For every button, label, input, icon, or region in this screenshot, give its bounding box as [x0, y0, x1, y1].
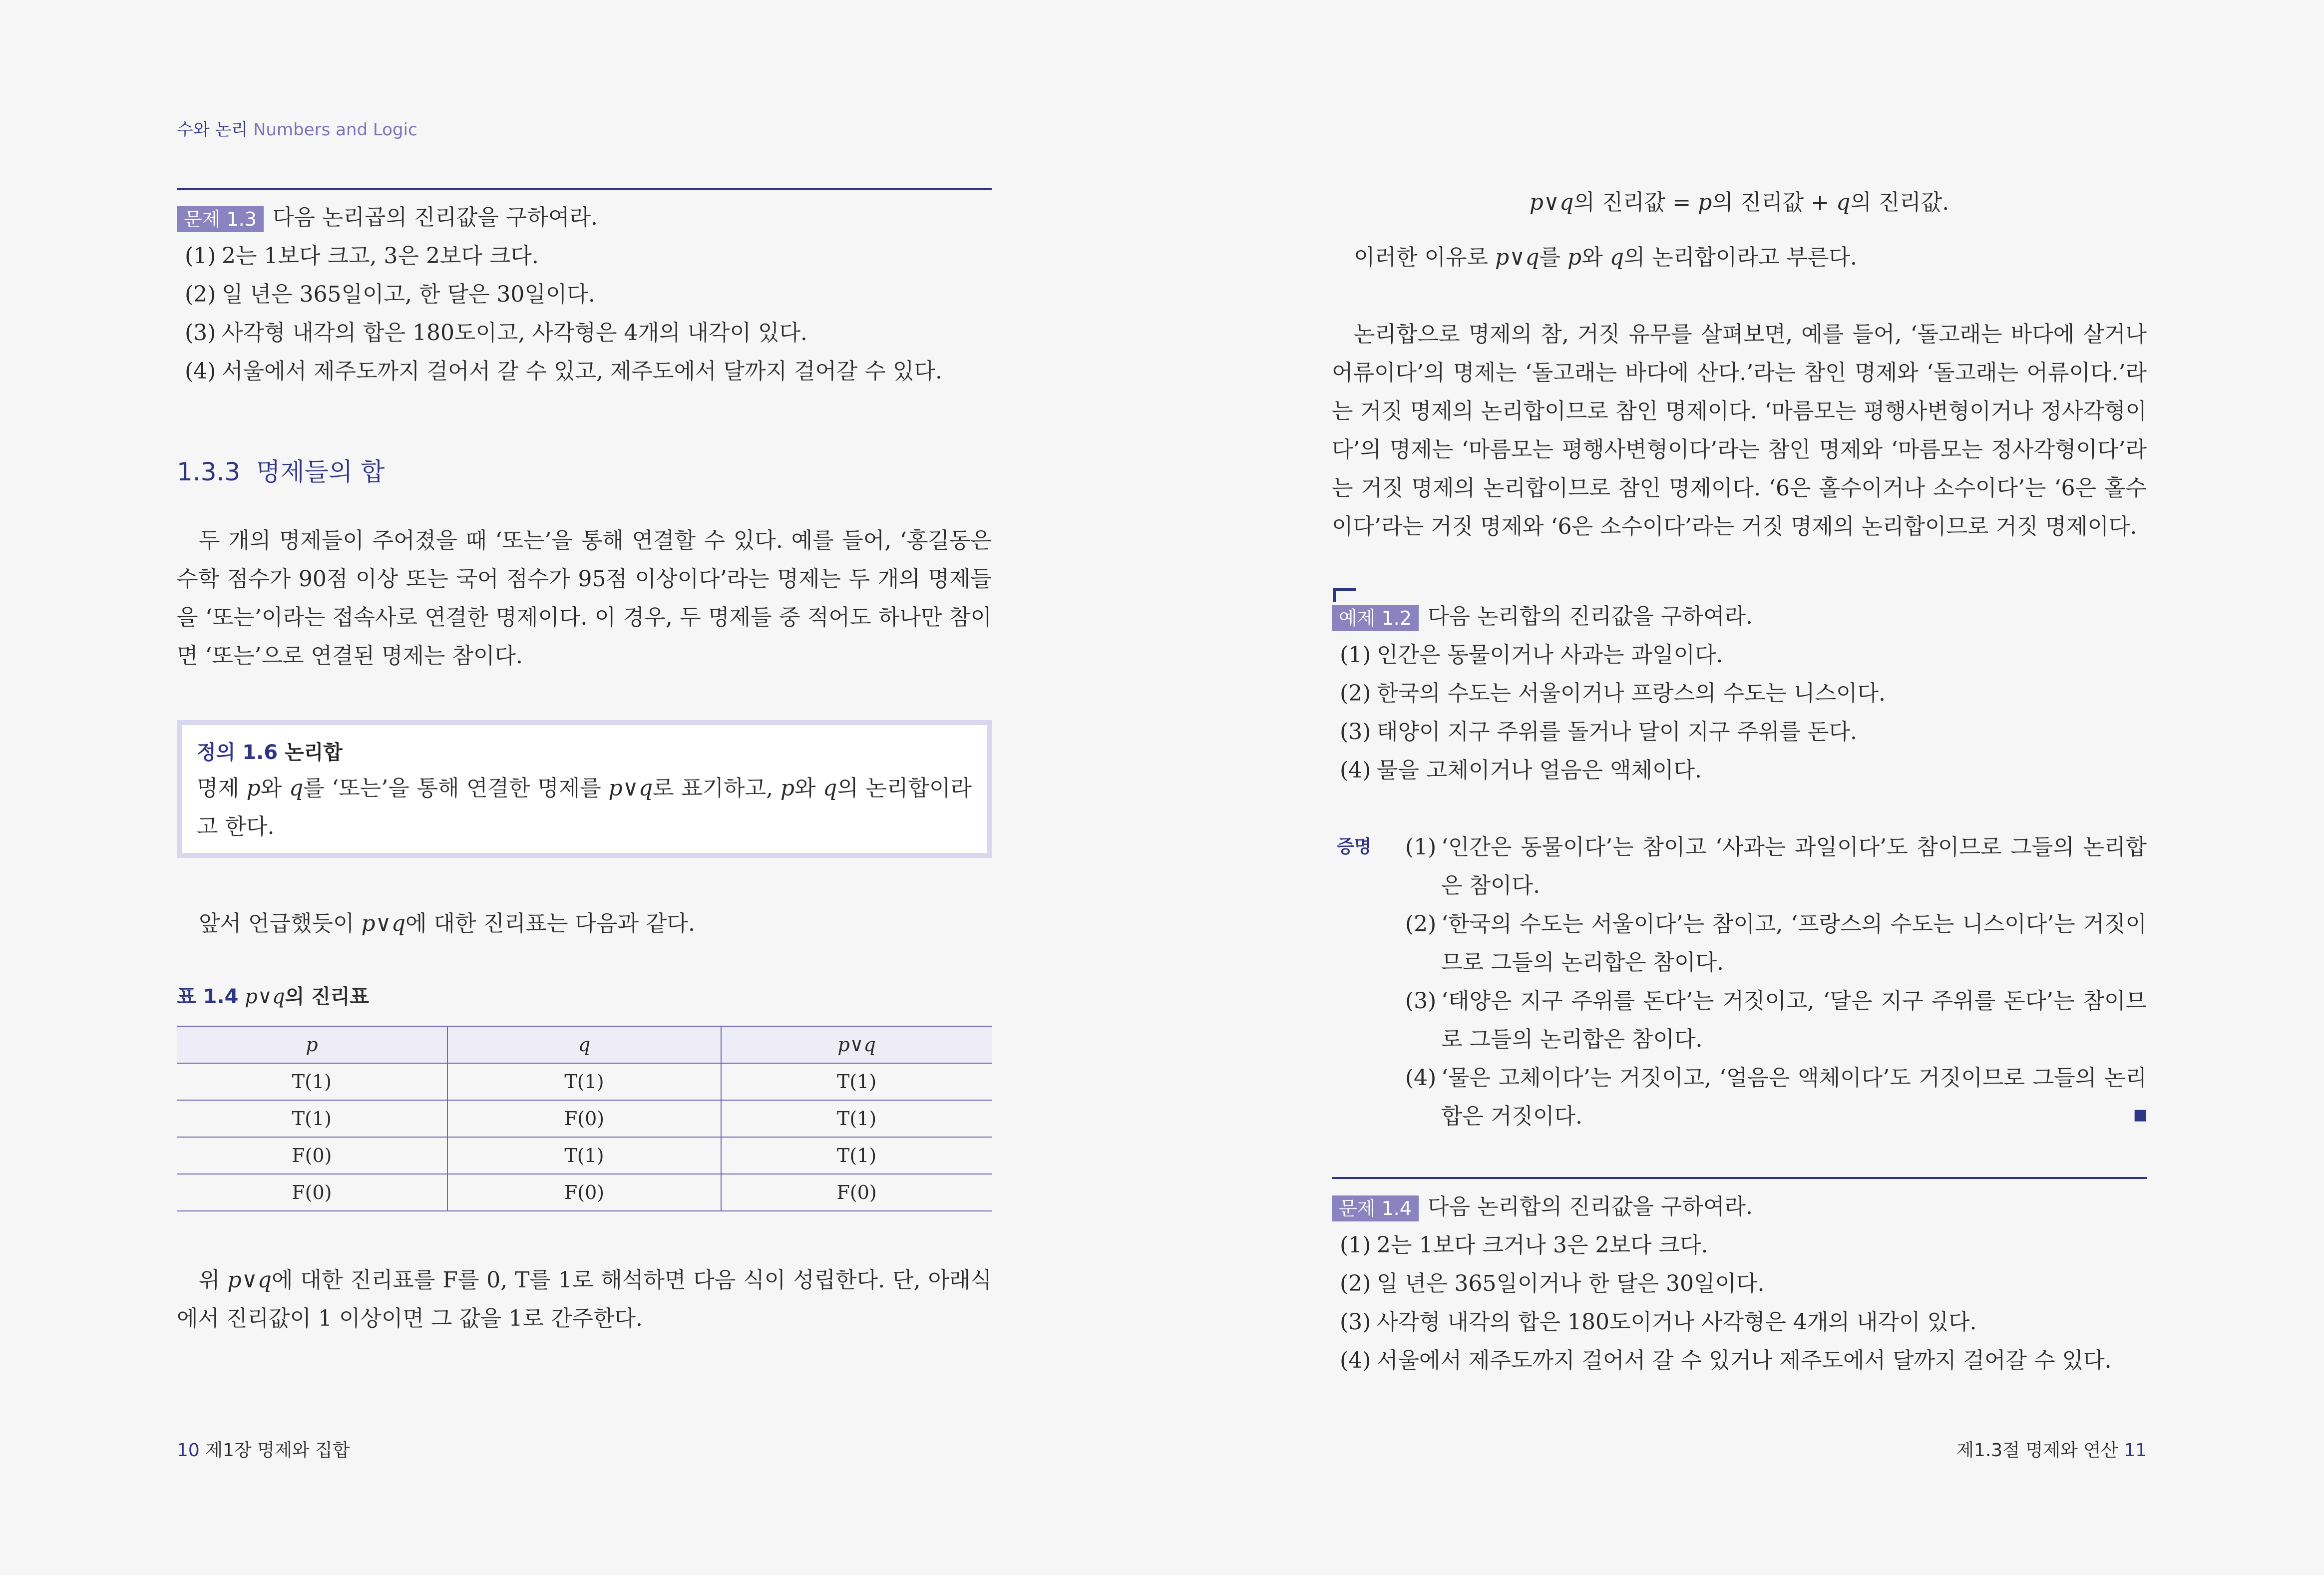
table-cell: T(1): [177, 1063, 447, 1100]
truth-table-intro: 앞서 언급했듯이 p∨q에 대한 진리표는 다음과 같다.: [199, 911, 696, 936]
footer-section: 제1.3절 명제와 연산: [1956, 1440, 2118, 1461]
definition-name: 논리합: [285, 741, 343, 764]
footer-chapter: 제1장 명제와 집합: [205, 1440, 350, 1461]
list-item: (1) 2는 1보다 크거나 3은 2보다 크다.: [1340, 1232, 1708, 1258]
list-item: (2) 일 년은 365일이고, 한 달은 30일이다.: [185, 282, 595, 307]
table-label: 표 1.4: [177, 985, 239, 1008]
example-title: 다음 논리합의 진리값을 구하여라.: [1427, 604, 1753, 629]
running-header-sub: Numbers and Logic: [253, 120, 417, 140]
problem-title: 다음 논리곱의 진리값을 구하여라.: [272, 205, 598, 230]
table-cell: T(1): [721, 1137, 992, 1174]
list-item: (4) 서울에서 제주도까지 걸어서 갈 수 있고, 제주도에서 달까지 걸어갈 수 있다.: [185, 359, 942, 384]
truth-table: [177, 1026, 992, 1211]
page-footer-left: [177, 1436, 350, 1462]
table-caption-suffix: 의 진리표: [285, 985, 370, 1008]
right-page: [1162, 0, 2324, 1575]
running-header: [177, 116, 417, 140]
problem-title: 다음 논리합의 진리값을 구하여라.: [1427, 1194, 1753, 1219]
table-row: [177, 1137, 992, 1174]
section-heading: [177, 455, 385, 488]
example-tag: 예제 1.2: [1332, 605, 1419, 631]
table-cell: F(0): [447, 1174, 721, 1211]
table-cell: F(0): [447, 1100, 721, 1137]
definition-label: 정의 1.6: [197, 741, 278, 764]
table-row: [177, 1174, 992, 1211]
list-item: (4) 물을 고체이거나 얼음은 액체이다.: [1340, 758, 1702, 783]
table-cell: T(1): [721, 1100, 992, 1137]
list-item: (2) 일 년은 365일이거나 한 달은 30일이다.: [1340, 1271, 1765, 1296]
proof-item: (3) ‘태양은 지구 주위를 돈다’는 거짓이고, ‘달은 지구 주위를 돈다’는 참이므로 그들의 논리합은 참이다.: [1405, 988, 2147, 1052]
table-header-cell: p: [177, 1026, 447, 1063]
examples-paragraph: 논리합으로 명제의 참, 거짓 유무를 살펴보면, 예를 들어, ‘돌고래는 바다에 살거나 어류이다’의 명제는 ‘돌고래는 바다에 산다.’라는 참인 명제와 ‘돌고래는 어류이다.’라는 거짓 명제의 논리합이므로 참인 명제이다. ‘마름모는 평행사변형이거나 정사각형이다’의 명제는 ‘마름모는 평행사변형이다’라는 참인 명제와 ‘마름모는 정사각형이다’라는 거짓 명제의 논리합이므로 참인 명제이다. ‘6은 홀수이거나 소수이다’는 ‘6은 홀수이다’라는 거짓 명제와 ‘6은 소수이다’라는 거짓 명제의 논리합이므로 거짓 명제이다.: [1332, 322, 2147, 539]
section-number: 1.3.3: [177, 457, 241, 486]
example-1-2: [1332, 597, 2147, 789]
definition-heading: [197, 736, 972, 769]
problem-top-rule: [177, 188, 992, 190]
proof-label: 증명: [1337, 836, 1372, 857]
problem-tag: 문제 1.4: [1332, 1195, 1419, 1221]
end-of-proof-mark: ■: [2133, 1106, 2148, 1124]
list-item: (3) 사각형 내각의 합은 180도이고, 사각형은 4개의 내각이 있다.: [185, 320, 807, 346]
proof-item: (4) ‘물은 고체이다’는 거짓이고, ‘얼음은 액체이다’도 거짓이므로 그들의 논리합은 거짓이다.: [1405, 1065, 2147, 1129]
table-caption: [177, 983, 369, 1011]
problem-tag: 문제 1.3: [177, 206, 264, 232]
table-header-cell: q: [447, 1026, 721, 1063]
problem-1-3: [177, 198, 992, 391]
definition-text: 명제 p와 q를 ‘또는’을 통해 연결한 명제를 p∨q로 표기하고, p와 q의 논리합이라고 한다.: [197, 776, 972, 839]
running-header-main: 수와 논리: [177, 120, 248, 140]
problem-1-4: [1332, 1187, 2147, 1380]
proof-block: [1405, 828, 2147, 1136]
section-title: 명제들의 합: [256, 457, 385, 486]
proof-item: (2) ‘한국의 수도는 서울이다’는 참이고, ‘프랑스의 수도는 니스이다’는 거짓이므로 그들의 논리합은 참이다.: [1405, 911, 2147, 975]
table-caption-math: p∨q: [245, 985, 285, 1008]
list-item: (3) 사각형 내각의 합은 180도이거나 사각형은 4개의 내각이 있다.: [1340, 1309, 1977, 1335]
naming-paragraph: 이러한 이유로 p∨q를 p와 q의 논리합이라고 부른다.: [1354, 245, 1857, 270]
table-cell: T(1): [177, 1100, 447, 1137]
truth-table-grid: [177, 1026, 992, 1211]
conversion-paragraph: 위 p∨q에 대한 진리표를 F를 0, T를 1로 해석하면 다음 식이 성립한다. 단, 아래식에서 진리값이 1 이상이면 그 값을 1로 간주한다.: [177, 1267, 992, 1331]
list-item: (1) 2는 1보다 크고, 3은 2보다 크다.: [185, 243, 539, 269]
problem-top-rule: [1332, 1177, 2147, 1179]
definition-box: [177, 720, 992, 858]
list-item: (3) 태양이 지구 주위를 돌거나 달이 지구 주위를 돈다.: [1340, 719, 1857, 745]
table-cell: T(1): [447, 1137, 721, 1174]
proof-item: (1) ‘인간은 동물이다’는 참이고 ‘사과는 과일이다’도 참이므로 그들의 논리합은 참이다.: [1405, 834, 2147, 898]
page-number: 10: [177, 1440, 200, 1461]
table-header-cell: p∨q: [721, 1026, 992, 1063]
list-item: (4) 서울에서 제주도까지 걸어서 갈 수 있거나 제주도에서 달까지 걸어갈 수 있다.: [1340, 1348, 2112, 1373]
table-cell: T(1): [721, 1063, 992, 1100]
table-row: [177, 1063, 992, 1100]
list-item: (1) 인간은 동물이거나 사과는 과일이다.: [1340, 642, 1723, 668]
table-cell: T(1): [447, 1063, 721, 1100]
intro-paragraph: 두 개의 명제들이 주어졌을 때 ‘또는’을 통해 연결할 수 있다. 예를 들어, ‘홍길동은 수학 점수가 90점 이상 또는 국어 점수가 95점 이상이다’라는 명제는 두 개의 명제들을 ‘또는’이라는 접속사로 연결한 명제이다. 이 경우, 두 명제들 중 적어도 하나만 참이면 ‘또는’으로 연결된 명제는 참이다.: [177, 528, 992, 669]
list-item: (2) 한국의 수도는 서울이거나 프랑스의 수도는 니스이다.: [1340, 681, 1886, 706]
table-cell: F(0): [721, 1174, 992, 1211]
page-number: 11: [2124, 1440, 2147, 1461]
table-header-row: [177, 1026, 992, 1063]
table-row: [177, 1100, 992, 1137]
sum-equation: p∨q의 진리값 = p의 진리값 + q의 진리값.: [1529, 190, 1949, 215]
table-cell: F(0): [177, 1137, 447, 1174]
table-cell: F(0): [177, 1174, 447, 1211]
page-footer-right: [1956, 1436, 2147, 1462]
